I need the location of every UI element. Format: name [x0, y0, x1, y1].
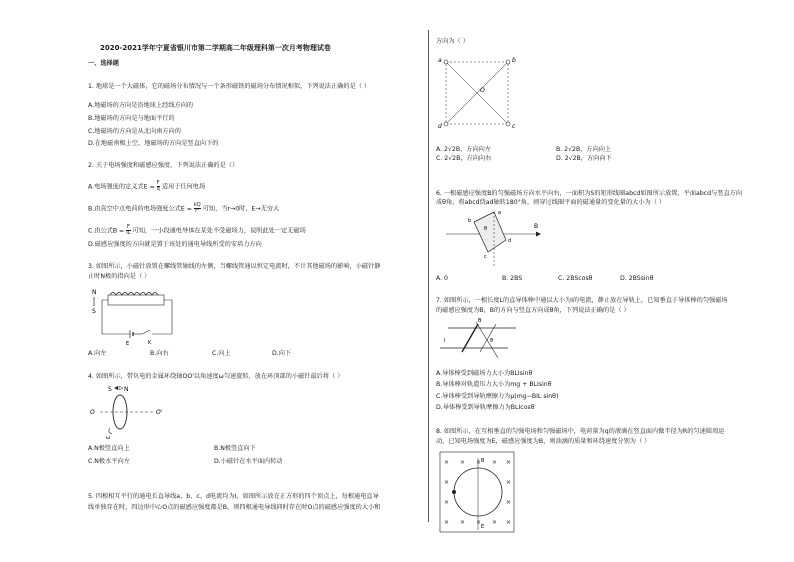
wire-a — [444, 60, 448, 64]
svg-text:×: × — [492, 519, 498, 526]
q7-stem-line2: 的磁感应强度为B，B的方向与竖直方向成θ角，下列说法正确的是（ ） — [436, 307, 630, 314]
q6-coil-figure — [444, 208, 544, 268]
label-n: N — [92, 289, 97, 296]
q8-stem-line1: 8. 如图所示，在互相垂直的匀强电场和匀强磁场中，电荷量为q的液滴在竖直面内做半径为R的匀速圆周运 — [436, 428, 725, 435]
label-c: c — [512, 123, 516, 130]
q7-option-d: D.导体棒受到导轨摩擦力为BLIcosθ — [436, 404, 535, 411]
q7-option-b: B.导体棒对轨道压力大小为mg + BLIsinθ — [436, 381, 552, 388]
q3-option-d: D.向下 — [272, 350, 292, 357]
label-d: d — [438, 123, 442, 130]
rotation-arrow — [109, 428, 112, 434]
label-theta: θ — [490, 338, 494, 344]
label-b: b — [512, 57, 516, 64]
label-theta: θ — [484, 226, 488, 232]
label-o: O — [480, 87, 485, 94]
label-e: E — [481, 524, 485, 530]
svg-text:×: × — [506, 459, 512, 466]
label-d: d — [508, 238, 512, 244]
q1-option-a: A.地磁场的方向是沿地球上经线方向的 — [88, 102, 194, 109]
q3-stem-line1: 3. 如图所示，小磁针放置在螺线管轴线的左侧，当螺线管通以恒定电流时，不计其他磁场的影响，小磁针静 — [88, 263, 381, 270]
exam-title: 2020-2021学年宁夏省银川市第二学期高二年级理科第一次月考物理试卷 — [100, 44, 331, 52]
q1-stem: 1. 地球是一个大磁体，它的磁场分布情况与一个条形磁铁的磁场分布情况相似，下列说法正确的是（ ） — [88, 83, 371, 90]
q3-stem-line2: 止时N极的指向是（ ） — [88, 273, 151, 280]
q8-stem-line2: 动，已知电场强度为E，磁感应强度为B，则油滴的质量和环绕速度分别为（ ） — [436, 438, 651, 445]
label-b: B — [478, 318, 482, 324]
svg-text:×: × — [460, 459, 466, 466]
q2-option-a: A.电场强度的定义式E = $\frac{F}{q}$ 适用于任何电场 — [88, 180, 206, 192]
q5-option-a: A. 2√2B，方向向左 — [436, 146, 492, 153]
solenoid-core — [108, 295, 164, 305]
q2-stem: 2. 关于电场强度和磁感应强度，下列说法正确的是（） — [88, 162, 239, 169]
q4-stem: 4. 如图所示，带负电的金属环绕轴OO'以角速度ω匀速旋转，放在环顶部的小磁针最后将（ ） — [88, 373, 344, 380]
q3-option-b: B.向右 — [150, 350, 169, 357]
q6-option-a: A. 0 — [436, 275, 448, 282]
q1-option-d: D.在地磁南极上空，地磁场的方向是竖直向下的 — [88, 140, 219, 147]
q1-option-c: C.地磁场的方向是从北向南方向的 — [88, 128, 181, 135]
solenoid-coils — [110, 293, 158, 296]
q8-field-figure — [438, 450, 518, 535]
svg-text:×: × — [444, 519, 450, 526]
switch — [142, 330, 150, 334]
q5-stem-line3: 方向为（ ） — [436, 38, 469, 45]
label-n: N — [124, 386, 129, 393]
q5-option-c: C. 2√2B，方向向右 — [436, 155, 492, 162]
coil-abcd — [474, 212, 506, 252]
compass-needle-left — [114, 386, 118, 390]
q5-square-figure — [436, 52, 521, 137]
q6-option-c: C. 2BScosθ — [558, 275, 593, 282]
q4-option-d: D.小磁针在水平面内转动 — [214, 458, 283, 465]
q3-option-c: C.向上 — [212, 350, 231, 357]
label-e: E — [126, 341, 130, 347]
label-o-prime: O' — [156, 409, 163, 416]
q3-solenoid-figure — [90, 286, 180, 346]
column-divider — [428, 30, 429, 522]
q2-option-b: B.由真空中点电荷的电场强度公式E = $\frac{kQ}{\text{r²}}$ 可知，当r→0时，E→无穷大 — [88, 202, 280, 214]
svg-text:×: × — [476, 519, 482, 526]
label-b: B — [534, 223, 539, 230]
q7-stem-line1: 7. 如图所示，一根长度L的直导体棒中通以大小为I的电流，静止放在导轨上，已知垂直于导体棒的匀强磁场 — [436, 297, 728, 304]
svg-text:×: × — [444, 479, 450, 486]
svg-text:×: × — [460, 519, 466, 526]
wire-c — [506, 122, 510, 126]
label-b: B — [481, 458, 485, 464]
svg-text:×: × — [506, 499, 512, 506]
q2-option-c: C.由公式B = $\frac{F}{IL}$ 可知，一小段通电导体在某处不受磁场力，说明此处一定无磁场 — [88, 224, 306, 236]
label-i: I — [444, 338, 446, 344]
q7-option-a: A.导体棒受到磁场力大小为BLIsinθ — [436, 370, 533, 377]
label-a: a — [438, 57, 442, 64]
q2-option-d: D.磁感应强度的方向就是置于该处的通电导线所受的安培力方向 — [88, 241, 262, 248]
label-k: K — [148, 340, 152, 346]
label-s: S — [108, 386, 112, 393]
field-direction-b — [476, 322, 498, 358]
label-a: a — [498, 210, 502, 216]
label-s: S — [92, 308, 96, 315]
label-c: c — [484, 254, 487, 260]
q6-stem-line1: 6. 一根磁感应强度B的匀强磁场方向水平向右，一面积为S的矩形线圈abcd如图所示放置，平面abcd与竖直方向 — [436, 190, 743, 197]
wire-d — [444, 122, 448, 126]
q4-option-c: C.N极水平向左 — [88, 458, 130, 465]
q4-option-b: B.N极竖直向下 — [214, 445, 256, 452]
field-arrow — [536, 232, 541, 237]
q5-option-b: B. 2√2B，方向向上 — [556, 146, 612, 153]
q3-option-a: A.向左 — [88, 350, 107, 357]
q5-stem-line2: 线单独存在时，四边形中心O点的磁感应强度都是B，则四根通电导线同时存在时O点的磁感应强度的大小和 — [88, 504, 381, 511]
svg-text:×: × — [492, 459, 498, 466]
q6-option-d: D. 2BSsinθ — [620, 275, 654, 282]
right-column — [436, 0, 743, 562]
q6-option-b: B. 2BS — [502, 275, 523, 282]
q4-ring-figure — [88, 384, 168, 440]
q7-option-c: C.导体棒受到导轨摩擦力为μ(mg−BIL sinθ) — [436, 393, 559, 400]
svg-text:×: × — [506, 479, 512, 486]
q5-stem-line1: 5. 四根相互平行的通电长直导线a、b、c、d电流均为I，如图所示放在正方形的四个顶点上，每根通电直导 — [88, 493, 379, 500]
label-o: O — [90, 409, 95, 416]
label-b-corner: b — [468, 218, 472, 224]
q7-rail-figure — [438, 318, 518, 362]
q6-stem-line2: 成θ角，将abcd绕ad轴转180°角，则穿过线圈平面的磁通量的变化量的大小为（ ） — [436, 199, 666, 206]
q5-option-d: D. 2√2B，方向向下 — [556, 155, 612, 162]
section-heading: 一、选择题 — [88, 60, 119, 67]
svg-text:×: × — [506, 519, 512, 526]
oil-drop — [452, 490, 456, 494]
svg-text:×: × — [444, 499, 450, 506]
wire-b — [506, 60, 510, 64]
svg-text:×: × — [476, 459, 482, 466]
q1-option-b: B.地磁场的方向是与地面平行的 — [88, 115, 175, 122]
left-column — [88, 0, 418, 562]
label-omega: ω — [106, 435, 111, 441]
q4-option-a: A.N极竖直向上 — [88, 445, 130, 452]
compass-needle-right — [119, 386, 123, 390]
svg-text:×: × — [444, 459, 450, 466]
